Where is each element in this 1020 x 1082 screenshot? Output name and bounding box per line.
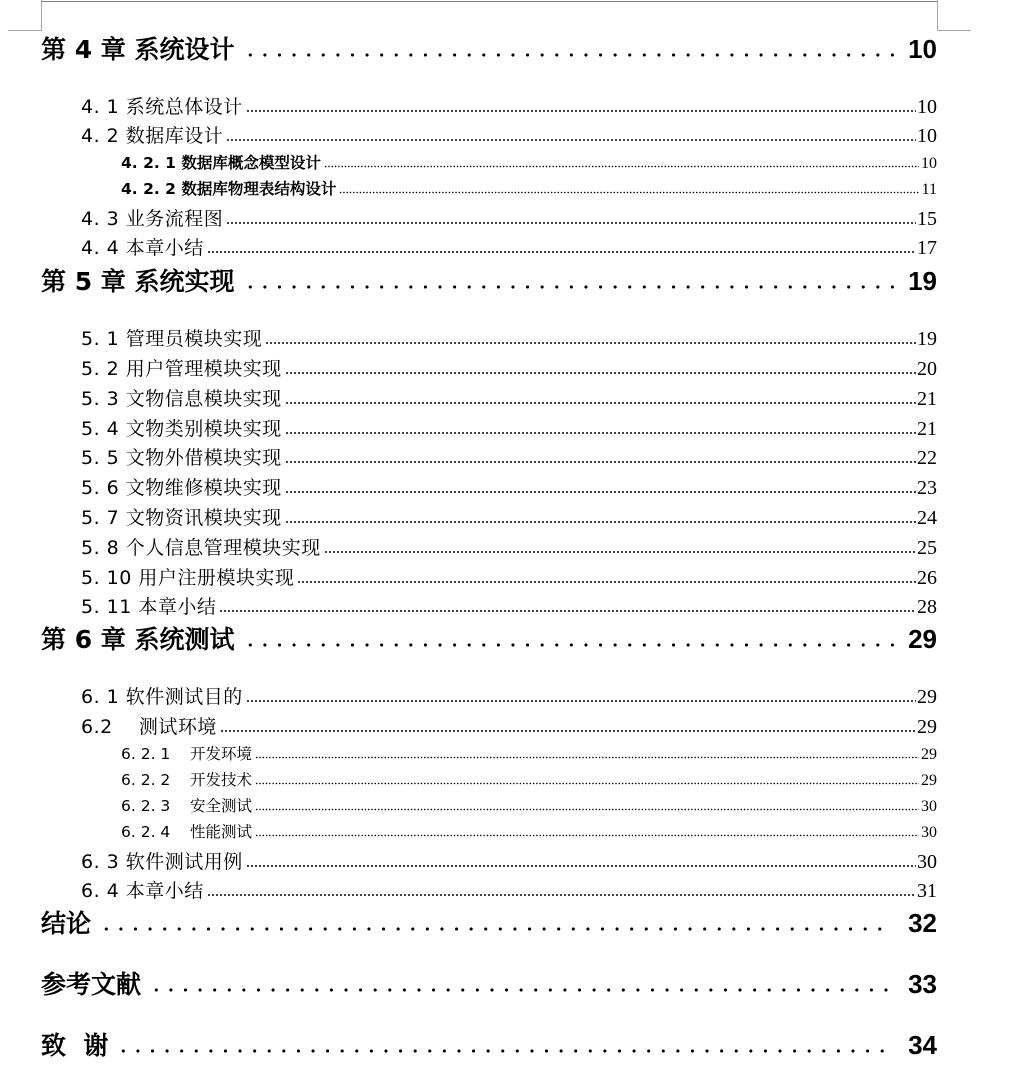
toc-entry-5-7[interactable] [81, 503, 937, 529]
toc-entry-label: 5. 6 文物维修模块实现 [81, 477, 282, 499]
toc-chapter-5[interactable] [41, 262, 937, 298]
toc-entry-5-5[interactable] [81, 443, 937, 469]
toc-page-number: 29 [921, 746, 937, 763]
toc-entry-6-3[interactable] [81, 847, 937, 873]
toc-page-number: 21 [917, 388, 937, 410]
toc-entry-label: 6. 4 本章小结 [81, 880, 204, 902]
toc-leader [324, 550, 916, 554]
toc-chapter-4[interactable] [41, 30, 937, 66]
toc-page-number: 17 [917, 237, 937, 259]
toc-entry-label: 5. 11 本章小结 [81, 596, 217, 618]
toc-leader [246, 109, 916, 113]
toc-page-number: 19 [917, 328, 937, 350]
toc-page-number: 10 [908, 34, 937, 64]
toc-entry-label: 5. 4 文物类别模块实现 [81, 418, 282, 440]
toc-chapter-title: 第 4 章 系统设计 [41, 35, 235, 64]
toc-entry-5-6[interactable] [81, 473, 937, 499]
toc-entry-5-8[interactable] [81, 533, 937, 559]
page-corner-mark-left-horizontal [8, 30, 42, 31]
toc-acknowledgements[interactable] [41, 1026, 937, 1062]
toc-entry-6-2-3[interactable] [121, 794, 937, 816]
toc-leader [91, 926, 908, 948]
toc-leader [207, 893, 916, 897]
toc-leader [235, 52, 909, 74]
toc-entry-6-4[interactable] [81, 876, 937, 902]
toc-page-number: 20 [917, 358, 937, 380]
toc-page-number: 32 [908, 908, 937, 938]
toc-page-number: 33 [908, 969, 937, 999]
toc-conclusion[interactable] [41, 904, 937, 940]
toc-leader [285, 490, 916, 494]
toc-leader [235, 284, 909, 306]
toc-entry-label: 6. 1 软件测试目的 [81, 686, 243, 708]
toc-entry-label: 5. 2 用户管理模块实现 [81, 358, 282, 380]
toc-entry-4-3[interactable] [81, 204, 937, 230]
toc-entry-label: 6. 2. 2 开发技术 [121, 771, 253, 789]
toc-entry-5-1[interactable] [81, 324, 937, 350]
toc-entry-5-11[interactable] [81, 592, 937, 618]
page-top-border [41, 1, 938, 2]
toc-entry-6-2-4[interactable] [121, 820, 937, 842]
toc-leader [220, 729, 916, 733]
toc-page-number: 10 [921, 155, 937, 172]
toc-leader [285, 520, 916, 524]
toc-entry-label: 5. 5 文物外借模块实现 [81, 447, 282, 469]
toc-entry-label: 4. 2. 2 数据库物理表结构设计 [121, 180, 337, 198]
toc-entry-4-2[interactable] [81, 121, 937, 147]
toc-chapter-6[interactable] [41, 620, 937, 656]
toc-references[interactable] [41, 965, 937, 1001]
toc-leader [285, 431, 916, 435]
toc-page-number: 23 [917, 477, 937, 499]
toc-page-number: 30 [921, 798, 937, 815]
toc-entry-label: 6.2 测试环境 [81, 716, 217, 738]
toc-entry-6-2-2[interactable] [121, 768, 937, 790]
toc-page-number: 11 [921, 181, 937, 198]
toc-leader [226, 138, 916, 142]
toc-entry-4-1[interactable] [81, 92, 937, 118]
toc-page-number: 29 [917, 716, 937, 738]
toc-entry-label: 5. 8 个人信息管理模块实现 [81, 537, 321, 559]
toc-page-number: 30 [921, 824, 937, 841]
toc-chapter-title: 第 5 章 系统实现 [41, 267, 235, 296]
toc-leader [255, 756, 919, 759]
toc-entry-label: 6. 2. 4 性能测试 [121, 823, 253, 841]
toc-entry-label: 4. 3 业务流程图 [81, 208, 224, 230]
toc-page-number: 29 [921, 772, 937, 789]
toc-entry-label: 4. 4 本章小结 [81, 237, 204, 259]
toc-chapter-title: 参考文献 [41, 970, 142, 999]
toc-page-number: 29 [908, 624, 937, 654]
toc-leader [339, 191, 919, 194]
page-corner-mark-right-horizontal [937, 30, 971, 31]
toc-entry-4-2-1[interactable] [121, 151, 937, 173]
toc-leader [255, 808, 919, 811]
toc-page-number: 19 [908, 266, 937, 296]
toc-page-number: 15 [917, 208, 937, 230]
toc-entry-label: 6. 2. 1 开发环境 [121, 745, 253, 763]
toc-entry-label: 6. 3 软件测试用例 [81, 851, 243, 873]
toc-entry-4-2-2[interactable] [121, 177, 937, 199]
toc-entry-4-4[interactable] [81, 233, 937, 259]
toc-leader [141, 987, 908, 1009]
toc-page-number: 24 [917, 507, 937, 529]
toc-chapter-title: 结论 [41, 909, 92, 938]
toc-entry-label: 4. 2. 1 数据库概念模型设计 [121, 154, 321, 172]
toc-page-number: 34 [908, 1030, 937, 1060]
toc-entry-label: 5. 1 管理员模块实现 [81, 328, 263, 350]
page-corner-mark-left-vertical [41, 0, 42, 31]
toc-page-number: 25 [917, 537, 937, 559]
toc-entry-label: 5. 3 文物信息模块实现 [81, 388, 282, 410]
toc-leader [108, 1048, 908, 1070]
toc-entry-label: 4. 2 数据库设计 [81, 125, 224, 147]
toc-leader [285, 401, 916, 405]
toc-entry-label: 5. 7 文物资讯模块实现 [81, 507, 282, 529]
toc-leader [255, 782, 919, 785]
toc-leader [255, 834, 919, 837]
toc-page-number: 21 [917, 418, 937, 440]
toc-entry-6-2-1[interactable] [121, 742, 937, 764]
toc-entry-label: 6. 2. 3 安全测试 [121, 797, 253, 815]
toc-entry-5-10[interactable] [81, 563, 937, 589]
toc-page-number: 10 [917, 125, 937, 147]
page-corner-mark-right-vertical [937, 0, 938, 31]
toc-entry-6-1[interactable] [81, 682, 937, 708]
toc-leader [324, 165, 919, 168]
toc-chapter-title: 第 6 章 系统测试 [41, 625, 235, 654]
toc-leader [246, 864, 916, 868]
toc-entry-label: 5. 10 用户注册模块实现 [81, 567, 295, 589]
toc-page-number: 22 [917, 447, 937, 469]
toc-entry-5-3[interactable] [81, 384, 937, 410]
toc-page-number: 26 [917, 567, 937, 589]
toc-chapter-title: 致 谢 [41, 1031, 109, 1060]
toc-leader [246, 699, 916, 703]
toc-leader [219, 609, 916, 613]
toc-entry-6-2[interactable] [81, 712, 937, 738]
toc-leader [265, 341, 916, 345]
toc-leader [285, 460, 916, 464]
toc-leader [207, 250, 916, 254]
toc-entry-label: 4. 1 系统总体设计 [81, 96, 243, 118]
toc-leader [285, 371, 916, 375]
toc-leader [297, 580, 916, 584]
toc-page-number: 31 [917, 880, 937, 902]
toc-leader [226, 221, 916, 225]
toc-page-number: 28 [917, 596, 937, 618]
toc-page-number: 29 [917, 686, 937, 708]
toc-entry-5-2[interactable] [81, 354, 937, 380]
toc-leader [235, 642, 909, 664]
toc-page-number: 10 [917, 96, 937, 118]
toc-page-number: 30 [917, 851, 937, 873]
toc-entry-5-4[interactable] [81, 414, 937, 440]
